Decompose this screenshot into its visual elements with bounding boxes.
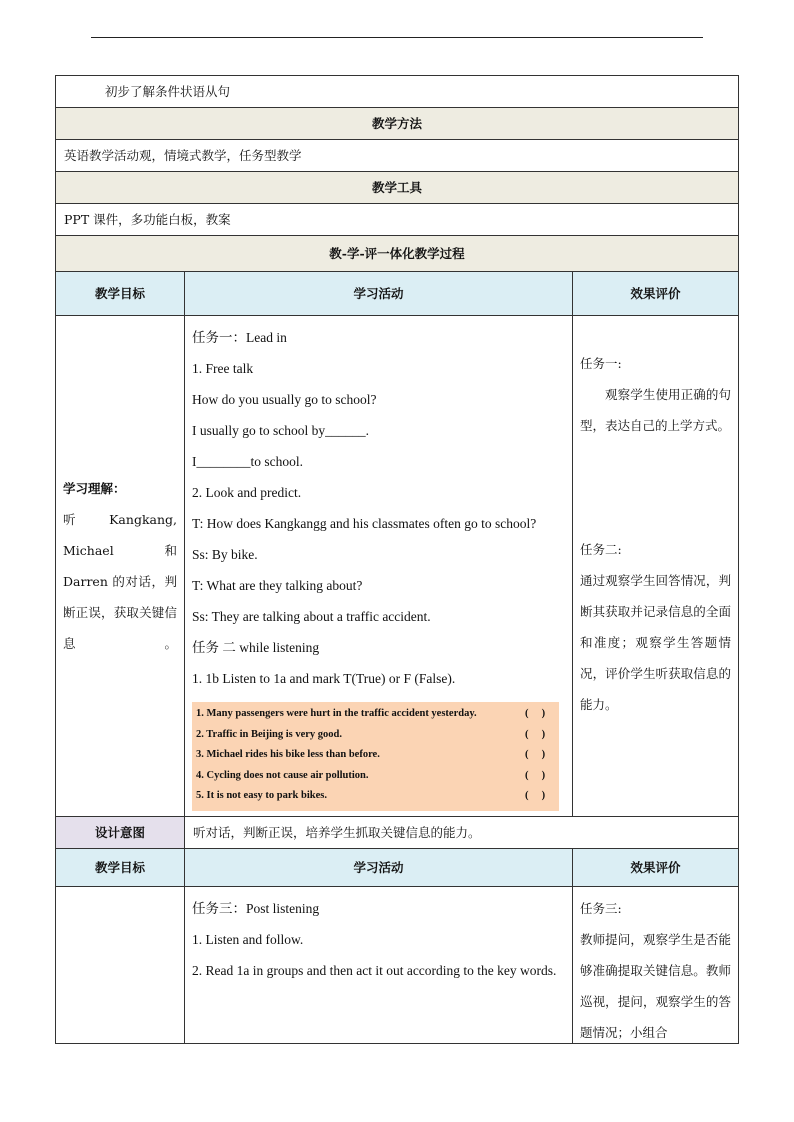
activity-line: 任务 二 while listening	[192, 640, 320, 655]
exercise-item	[196, 745, 555, 766]
column-header-row	[56, 272, 739, 316]
col-header-evaluation: 效果评价	[573, 272, 739, 315]
exercise-item	[196, 766, 555, 787]
section2-activities	[185, 887, 573, 1043]
exercise-question: 4. Cycling does not cause air pollution.	[196, 769, 369, 781]
exercise-item	[196, 704, 555, 725]
section1-row	[56, 316, 739, 817]
header-rule	[91, 37, 703, 38]
activity-line: 1. 1b Listen to 1a and mark T(True) or F (False).	[192, 671, 456, 686]
section1-evaluation	[573, 316, 739, 816]
design-row	[56, 817, 739, 849]
process-header: 教-学-评一体化教学过程	[56, 236, 739, 271]
column-header-row-2	[56, 849, 739, 887]
activity-line: T: How does Kangkangg and his classmates often go to school?	[192, 516, 537, 531]
method-text: 英语教学活动观，情境式教学，任务型教学	[56, 140, 739, 171]
col-header-activity: 学习活动	[185, 849, 573, 886]
exercise-question: 2. Traffic in Beijing is very good.	[196, 728, 343, 740]
lesson-plan-table	[55, 75, 739, 1044]
section1-activities	[185, 316, 573, 816]
activity-line: T: What are they talking about?	[192, 578, 363, 593]
exercise-item	[196, 786, 555, 807]
tools-row	[56, 204, 739, 236]
activity-line: Ss: They are talking about a traffic accident.	[192, 609, 431, 624]
activity-line: I usually go to school by______.	[192, 423, 369, 438]
activity-line: 1. Free talk	[192, 361, 254, 376]
answer-paren[interactable]: ( )	[525, 708, 546, 719]
true-false-exercise	[192, 702, 559, 811]
activity-line: How do you usually go to school?	[192, 392, 377, 407]
answer-paren[interactable]: ( )	[525, 728, 546, 740]
col-header-evaluation: 效果评价	[573, 849, 739, 886]
eval1-text: 观察学生使用正确的句型，表达自己的上学方式。	[580, 387, 731, 433]
answer-paren[interactable]: ( )	[525, 769, 546, 781]
design-label: 设计意图	[56, 817, 185, 848]
goal-text: 听 Kangkang, Michael 和 Darren 的对话，判断正误，获取关键信息。	[63, 512, 177, 651]
method-row	[56, 140, 739, 172]
goal-title: 学习理解：	[63, 481, 126, 496]
exercise-item	[196, 725, 555, 746]
tools-header-row	[56, 172, 739, 204]
answer-paren[interactable]: ( )	[525, 790, 546, 802]
section2-row	[56, 887, 739, 1044]
exercise-question: 5. It is not easy to park bikes.	[196, 790, 327, 802]
eval1-title: 任务一:	[580, 356, 622, 371]
exercise-question: 1. Many passengers were hurt in the traffic accident yesterday.	[196, 708, 477, 719]
col-header-activity: 学习活动	[185, 272, 573, 315]
eval3-title: 任务三:	[580, 901, 622, 916]
section2-goal	[56, 887, 185, 1043]
method-header-row	[56, 108, 739, 140]
objective-text: 初步了解条件状语从句	[56, 76, 739, 107]
exercise-question: 3. Michael rides his bike less than before.	[196, 749, 380, 761]
activity-line: 2. Look and predict.	[192, 485, 302, 500]
activity-line: 1. Listen and follow.	[192, 932, 304, 947]
eval2-title: 任务二:	[580, 542, 622, 557]
tools-header: 教学工具	[56, 172, 739, 203]
objective-row	[56, 76, 739, 108]
activity-line: 任务三：Post listening	[192, 901, 320, 916]
activity-line: 任务一：Lead in	[192, 330, 287, 345]
design-text: 听对话，判断正误，培养学生抓取关键信息的能力。	[185, 817, 739, 848]
eval2-text: 通过观察学生回答情况，判断其获取并记录信息的全面和准度；观察学生答题情况，评价学生听获取信息的能力。	[580, 573, 731, 712]
activity-line: Ss: By bike.	[192, 547, 258, 562]
section2-evaluation	[573, 887, 739, 1043]
answer-paren[interactable]: ( )	[525, 749, 546, 761]
method-header: 教学方法	[56, 108, 739, 139]
activity-line: I________to school.	[192, 454, 303, 469]
activity-line: 2. Read 1a in groups and then act it out according to the key words.	[192, 963, 557, 978]
section1-goal	[56, 316, 185, 816]
col-header-goal: 教学目标	[56, 849, 185, 886]
col-header-goal: 教学目标	[56, 272, 185, 315]
tools-text: PPT 课件，多功能白板，教案	[56, 204, 739, 235]
process-header-row	[56, 236, 739, 272]
eval3-text: 教师提问，观察学生是否能够准确提取关键信息。教师巡视，提问，观察学生的答题情况；小组合	[580, 932, 731, 1040]
